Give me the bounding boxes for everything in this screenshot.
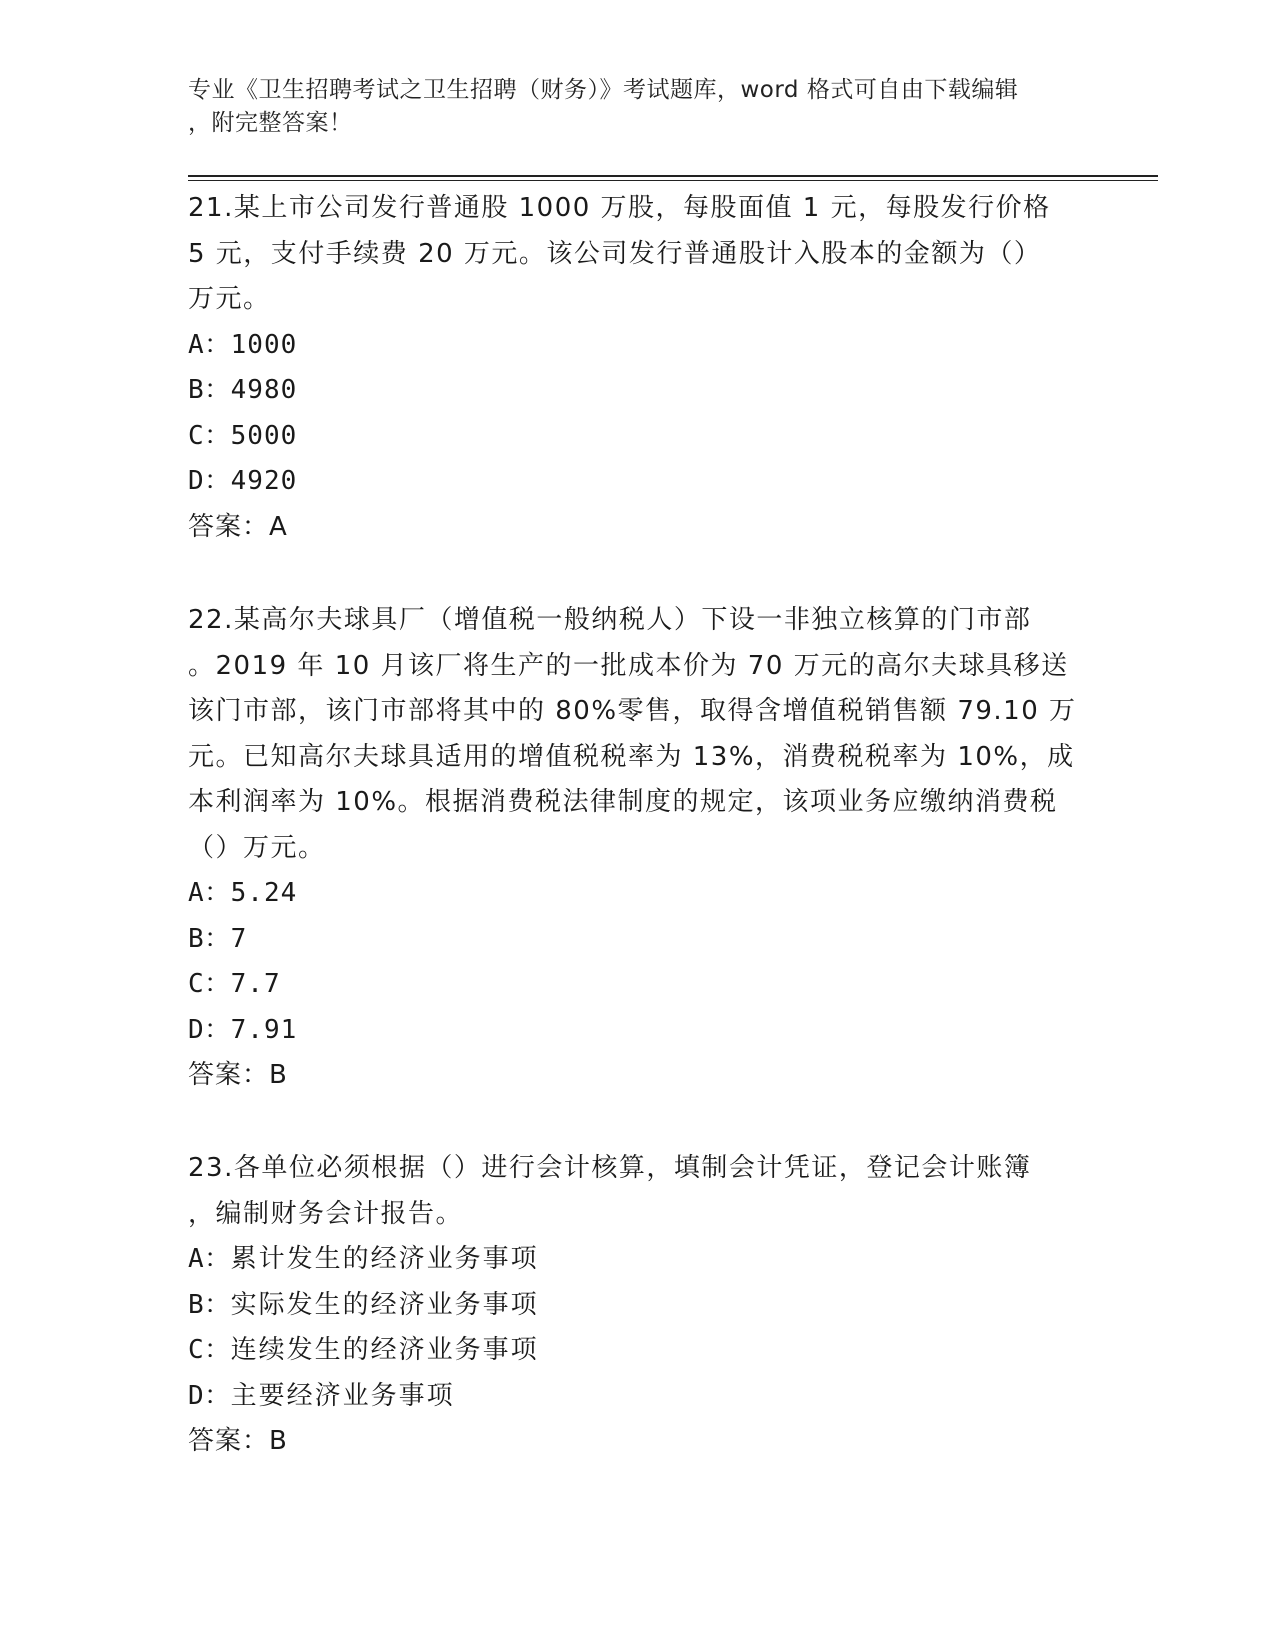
- option-b: [188, 1283, 1088, 1329]
- question-stem-line: 该门市部，该门市部将其中的 80%零售，取得含增值税销售额 79.10 万: [188, 696, 1077, 726]
- option-d: [188, 459, 1088, 505]
- option-a: [188, 323, 1088, 369]
- option-text: 4980: [230, 375, 298, 405]
- question-stem-line: 21.某上市公司发行普通股 1000 万股，每股面值 1 元，每股发行价格: [188, 193, 1051, 223]
- question-22: [188, 598, 1088, 1099]
- answer-line: 答案：B: [188, 1060, 288, 1090]
- option-text: 5000: [230, 420, 298, 451]
- option-key: D：: [188, 1014, 231, 1045]
- option-key: C：: [188, 420, 231, 451]
- option-text: 实际发生的经济业务事项: [230, 1289, 539, 1320]
- option-key: D：: [188, 1380, 231, 1411]
- option-key: B：: [188, 1289, 231, 1320]
- question-21: [188, 186, 1088, 550]
- question-stem-line: 元。已知高尔夫球具适用的增值税税率为 13%，消费税税率为 10%，成: [188, 741, 1075, 772]
- option-key: B：: [188, 375, 231, 405]
- question-stem-line: ，编制财务会计报告。: [188, 1198, 464, 1229]
- question-stem-line: 万元。: [188, 284, 271, 314]
- option-text: 5.24: [230, 878, 298, 908]
- question-stem-line: 5 元，支付手续费 20 万元。该公司发行普通股计入股本的金额为（）: [188, 238, 1042, 269]
- answer-line: 答案：A: [188, 511, 288, 542]
- option-d: [188, 1374, 1088, 1420]
- answer-line: 答案：B: [188, 1426, 288, 1456]
- option-key: A：: [188, 1244, 231, 1274]
- option-key: D：: [188, 466, 231, 496]
- header-divider-thick: [188, 175, 1158, 177]
- option-c: [188, 1328, 1088, 1374]
- header-divider-thin: [188, 180, 1158, 181]
- option-text: 7.7: [230, 969, 281, 999]
- option-key: A：: [188, 878, 231, 908]
- header-line-2: ，附完整答案！: [188, 110, 353, 136]
- option-text: 7: [230, 923, 248, 954]
- question-stem-line: 。2019 年 10 月该厂将生产的一批成本价为 70 万元的高尔夫球具移送: [188, 650, 1069, 681]
- option-text: 7.91: [230, 1014, 298, 1045]
- option-key: C：: [188, 1335, 231, 1365]
- option-a: [188, 1237, 1088, 1283]
- question-stem-line: 23.各单位必须根据（）进行会计核算，填制会计凭证，登记会计账簿: [188, 1153, 1032, 1183]
- option-key: B：: [188, 923, 231, 954]
- option-text: 连续发生的经济业务事项: [230, 1335, 539, 1365]
- option-a: [188, 871, 1088, 917]
- document-header: [188, 74, 1088, 140]
- option-d: [188, 1008, 1088, 1054]
- option-text: 累计发生的经济业务事项: [230, 1244, 539, 1274]
- question-stem-line: 本利润率为 10%。根据消费税法律制度的规定，该项业务应缴纳消费税: [188, 787, 1058, 817]
- option-b: [188, 368, 1088, 414]
- question-stem-line: 22.某高尔夫球具厂（增值税一般纳税人）下设一非独立核算的门市部: [188, 605, 1032, 635]
- option-b: [188, 917, 1088, 963]
- option-c: [188, 962, 1088, 1008]
- option-text: 1000: [230, 329, 298, 360]
- option-key: C：: [188, 969, 231, 999]
- question-23: [188, 1146, 1088, 1465]
- option-text: 4920: [230, 466, 298, 496]
- question-stem-line: （）万元。: [188, 832, 326, 863]
- option-text: 主要经济业务事项: [230, 1380, 455, 1411]
- header-line-1: 专业《卫生招聘考试之卫生招聘（财务）》考试题库，word 格式可自由下载编辑: [188, 77, 1019, 103]
- option-c: [188, 414, 1088, 460]
- option-key: A：: [188, 329, 231, 360]
